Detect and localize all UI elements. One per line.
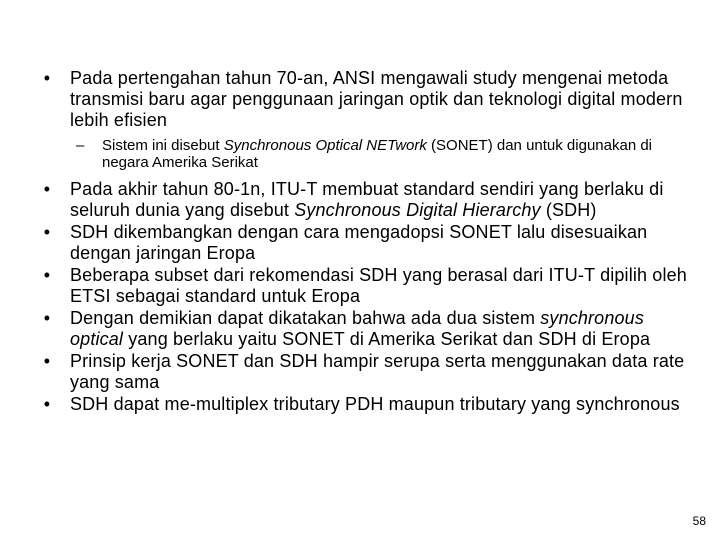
bullet-marker: • <box>43 265 51 285</box>
bullet-text-emphasis: synchronous optical <box>70 308 644 349</box>
bullet-item-4 <box>40 265 700 307</box>
bullet-item-7 <box>40 394 700 415</box>
bullet-text: Beberapa subset dari rekomendasi SDH yang berasal dari ITU-T dipilih oleh ETSI sebagai standard untuk Eropa <box>70 265 687 306</box>
bullet-item-5 <box>40 308 700 350</box>
dash-marker: – <box>76 137 85 154</box>
bullet-marker: • <box>43 394 51 414</box>
bullet-text-emphasis: Synchronous Digital Hierarchy <box>294 200 541 220</box>
bullet-marker: • <box>43 308 51 328</box>
bullet-text-start: Pada akhir tahun 80-1n, ITU-T membuat standard sendiri yang berlaku di seluruh dunia yang disebut <box>70 179 664 220</box>
bullet-list <box>40 68 700 416</box>
sub-text-end: (SONET) dan untuk digunakan di negara Amerika Serikat <box>102 137 652 171</box>
page-number: 58 <box>692 514 706 528</box>
bullet-text-end: yang berlaku yaitu SONET di Amerika Serikat dan SDH di Eropa <box>123 329 651 349</box>
bullet-text: Pada pertengahan tahun 70-an, ANSI mengawali study mengenai metoda transmisi baru agar penggunaan jaringan optik dan teknologi digital modern lebih efisien <box>70 68 683 130</box>
sub-bullet-item <box>40 137 700 171</box>
bullet-marker: • <box>43 179 51 199</box>
bullet-text: SDH dapat me-multiplex tributary PDH maupun tributary yang synchronous <box>70 394 680 414</box>
bullet-item-1 <box>40 68 700 131</box>
bullet-marker: • <box>43 222 51 242</box>
bullet-item-6 <box>40 351 700 393</box>
bullet-text-start: Dengan demikian dapat dikatakan bahwa ada dua sistem <box>70 308 541 328</box>
bullet-text: Prinsip kerja SONET dan SDH hampir serupa serta menggunakan data rate yang sama <box>70 351 685 392</box>
sub-text-start: Sistem ini disebut <box>102 137 224 154</box>
bullet-item-2 <box>40 179 700 221</box>
bullet-marker: • <box>43 68 51 88</box>
bullet-item-3 <box>40 222 700 264</box>
bullet-text: SDH dikembangkan dengan cara mengadopsi SONET lalu disesuaikan dengan jaringan Eropa <box>70 222 648 263</box>
sub-text-emphasis: Synchronous Optical NETwork <box>223 137 427 154</box>
bullet-marker: • <box>43 351 51 371</box>
bullet-text-end: (SDH) <box>540 200 597 220</box>
